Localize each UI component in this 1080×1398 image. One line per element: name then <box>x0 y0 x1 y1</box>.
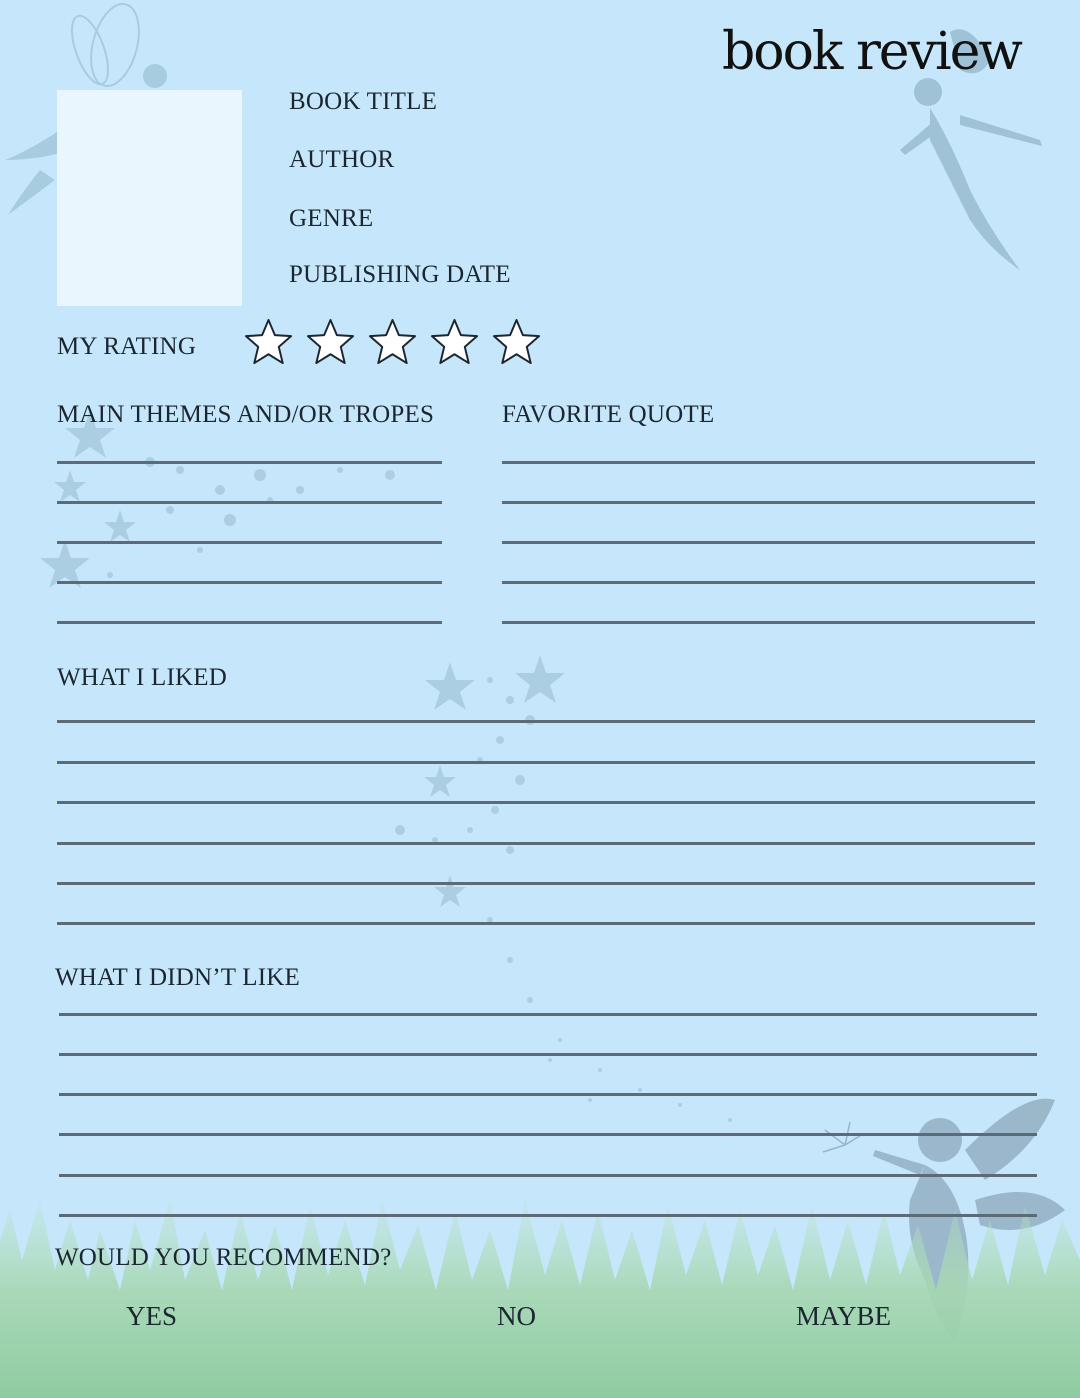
themes-heading: MAIN THEMES AND/OR TROPES <box>57 401 435 428</box>
disliked-writing-line[interactable] <box>59 1013 1037 1016</box>
liked-writing-line[interactable] <box>57 801 1035 804</box>
star-outline-icon[interactable] <box>492 318 541 367</box>
liked-writing-line[interactable] <box>57 842 1035 845</box>
quote-writing-line[interactable] <box>502 581 1035 584</box>
quote-writing-line[interactable] <box>502 501 1035 504</box>
page-title: book review <box>722 22 1021 82</box>
publishing-date-label: PUBLISHING DATE <box>289 261 511 288</box>
themes-writing-line[interactable] <box>57 581 442 584</box>
star-rating <box>244 318 541 367</box>
liked-writing-line[interactable] <box>57 882 1035 885</box>
grass-decoration <box>0 1180 1080 1398</box>
disliked-writing-line[interactable] <box>59 1174 1037 1177</box>
liked-writing-line[interactable] <box>57 761 1035 764</box>
rating-label: MY RATING <box>57 333 197 360</box>
star-outline-icon[interactable] <box>368 318 417 367</box>
recommend-question: WOULD YOU RECOMMEND? <box>55 1244 392 1271</box>
disliked-heading: WHAT I DIDN’T LIKE <box>55 964 300 991</box>
disliked-writing-line[interactable] <box>59 1133 1037 1136</box>
genre-label: GENRE <box>289 205 374 232</box>
themes-writing-line[interactable] <box>57 621 442 624</box>
liked-heading: WHAT I LIKED <box>57 664 227 691</box>
favorite-quote-heading: FAVORITE QUOTE <box>502 401 715 428</box>
themes-writing-line[interactable] <box>57 461 442 464</box>
quote-writing-line[interactable] <box>502 541 1035 544</box>
book-title-label: BOOK TITLE <box>289 88 438 115</box>
disliked-writing-line[interactable] <box>59 1053 1037 1056</box>
liked-writing-line[interactable] <box>57 922 1035 925</box>
star-outline-icon[interactable] <box>244 318 293 367</box>
quote-writing-line[interactable] <box>502 461 1035 464</box>
recommend-yes-option[interactable]: YES <box>126 1301 178 1331</box>
sparkle-icon <box>40 400 780 1140</box>
recommend-maybe-option[interactable]: MAYBE <box>796 1301 892 1331</box>
star-outline-icon[interactable] <box>430 318 479 367</box>
disliked-writing-line[interactable] <box>59 1093 1037 1096</box>
star-outline-icon[interactable] <box>306 318 355 367</box>
recommend-no-option[interactable]: NO <box>497 1301 536 1331</box>
liked-writing-line[interactable] <box>57 720 1035 723</box>
themes-writing-line[interactable] <box>57 541 442 544</box>
author-label: AUTHOR <box>289 146 395 173</box>
themes-writing-line[interactable] <box>57 501 442 504</box>
quote-writing-line[interactable] <box>502 621 1035 624</box>
disliked-writing-line[interactable] <box>59 1214 1037 1217</box>
book-cover-placeholder[interactable] <box>57 90 242 306</box>
